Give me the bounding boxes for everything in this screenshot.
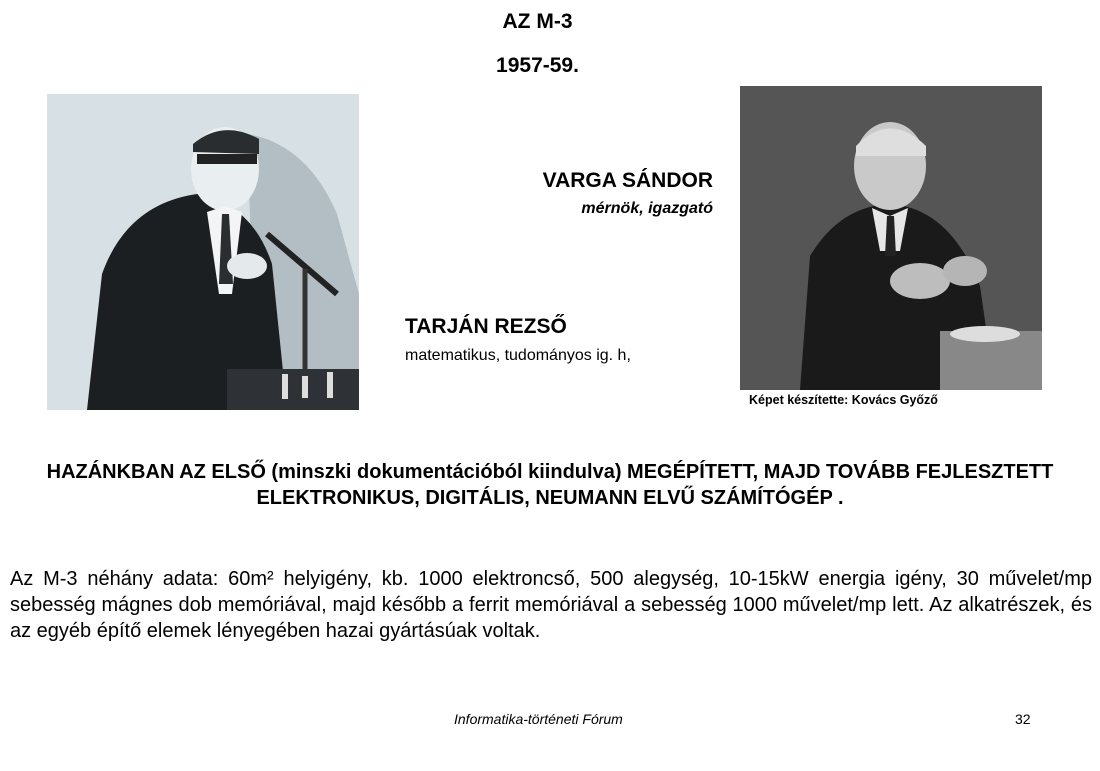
slide-years: 1957-59. — [496, 54, 579, 77]
page-number: 32 — [1015, 711, 1031, 727]
photo-tarjan-rezso — [47, 94, 359, 410]
person-right-name: VARGA SÁNDOR — [542, 169, 713, 192]
person-right-role: mérnök, igazgató — [581, 200, 713, 217]
photo-varga-sandor — [740, 86, 1042, 390]
person-left-name: TARJÁN REZSŐ — [405, 315, 567, 338]
person-left-role: matematikus, tudományos ig. h, — [405, 347, 631, 364]
footer-source: Informatika-történeti Fórum — [454, 711, 623, 727]
headline: HAZÁNKBAN AZ ELSŐ (minszki dokumentációból kiindulva) MEGÉPÍTETT, MAJD TOVÁBB FEJLESZTETT ELEKTRONIKUS, DIGITÁLIS, NEUMANN ELVŰ SZÁMÍTÓGÉP . — [46, 461, 1054, 509]
slide-title: AZ M-3 — [502, 10, 573, 33]
photo-credit: Képet készítette: Kovács Győző — [749, 393, 938, 407]
body-paragraph: Az M-3 néhány adata: 60m² helyigény, kb. 1000 elektroncső, 500 alegység, 10-15kW energia igény, 30 művelet/mp sebesség mágnes dob memóriával, majd később a ferrit memóriával a sebesség 1000 művelet/mp lett. Az alkatrészek, és az egyéb építő elemek lényegében hazai gyártásúak voltak. — [10, 568, 1092, 642]
